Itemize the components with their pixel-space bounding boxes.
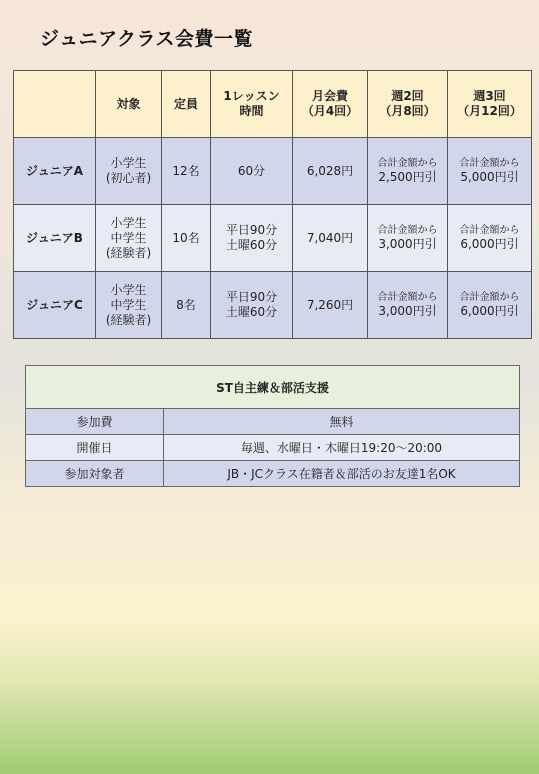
table-row [14, 272, 532, 339]
discount-label: 合計金額から [459, 224, 520, 236]
target-cell: 小学生 中学生 (経験者) [96, 272, 162, 339]
discount-label: 合計金額から [459, 157, 520, 169]
discount-value: 5,000円引 [460, 169, 519, 184]
target-cell: 小学生 (初心者) [96, 138, 162, 205]
discount-label: 合計金額から [377, 224, 438, 236]
capacity-cell: 12名 [162, 138, 211, 205]
st-row-value: 毎週、水曜日・木曜日19:20〜20:00 [164, 435, 520, 461]
lesson-time-cell: 平日90分 土曜60分 [211, 272, 293, 339]
monthly-fee-cell: 7,260円 [293, 272, 368, 339]
header-thrice-weekly: 週3回 （月12回） [448, 71, 532, 138]
header-monthly-fee: 月会費 （月4回） [293, 71, 368, 138]
header-capacity: 定員 [162, 71, 211, 138]
page-title: ジュニアクラス会費一覧 [40, 28, 253, 50]
st-practice-table [25, 365, 520, 487]
table-row [26, 435, 520, 461]
header-empty [14, 71, 96, 138]
monthly-fee-cell: 7,040円 [293, 205, 368, 272]
discount-label: 合計金額から [377, 157, 438, 169]
st-row-label: 開催日 [26, 435, 164, 461]
thrice-weekly-cell [448, 272, 532, 339]
discount-value: 6,000円引 [460, 236, 519, 251]
course-name: ジュニアB [14, 205, 96, 272]
thrice-weekly-cell [448, 205, 532, 272]
header-lesson-time: 1レッスン 時間 [211, 71, 293, 138]
course-name: ジュニアC [14, 272, 96, 339]
st-row-label: 参加対象者 [26, 461, 164, 487]
discount-value: 3,000円引 [378, 236, 437, 251]
twice-weekly-cell [368, 205, 448, 272]
thrice-weekly-cell [448, 138, 532, 205]
twice-weekly-cell [368, 272, 448, 339]
lesson-time-cell: 平日90分 土曜60分 [211, 205, 293, 272]
table-row [26, 461, 520, 487]
capacity-cell: 10名 [162, 205, 211, 272]
st-row-value: JB・JCクラス在籍者＆部活のお友達1名OK [164, 461, 520, 487]
twice-weekly-cell [368, 138, 448, 205]
st-row-label: 参加費 [26, 409, 164, 435]
st-row-value: 無料 [164, 409, 520, 435]
lesson-time-cell: 60分 [211, 138, 293, 205]
fee-table [13, 70, 532, 339]
fee-table-header-row [14, 71, 532, 138]
course-name: ジュニアA [14, 138, 96, 205]
discount-label: 合計金額から [377, 291, 438, 303]
discount-value: 2,500円引 [378, 169, 437, 184]
capacity-cell: 8名 [162, 272, 211, 339]
st-table-title: ST自主練＆部活支援 [26, 366, 520, 409]
discount-value: 3,000円引 [378, 303, 437, 318]
table-row [26, 409, 520, 435]
discount-value: 6,000円引 [460, 303, 519, 318]
header-twice-weekly: 週2回 （月8回） [368, 71, 448, 138]
table-row [14, 205, 532, 272]
target-cell: 小学生 中学生 (経験者) [96, 205, 162, 272]
header-target: 対象 [96, 71, 162, 138]
discount-label: 合計金額から [459, 291, 520, 303]
monthly-fee-cell: 6,028円 [293, 138, 368, 205]
table-row [14, 138, 532, 205]
st-table-header-row [26, 366, 520, 409]
